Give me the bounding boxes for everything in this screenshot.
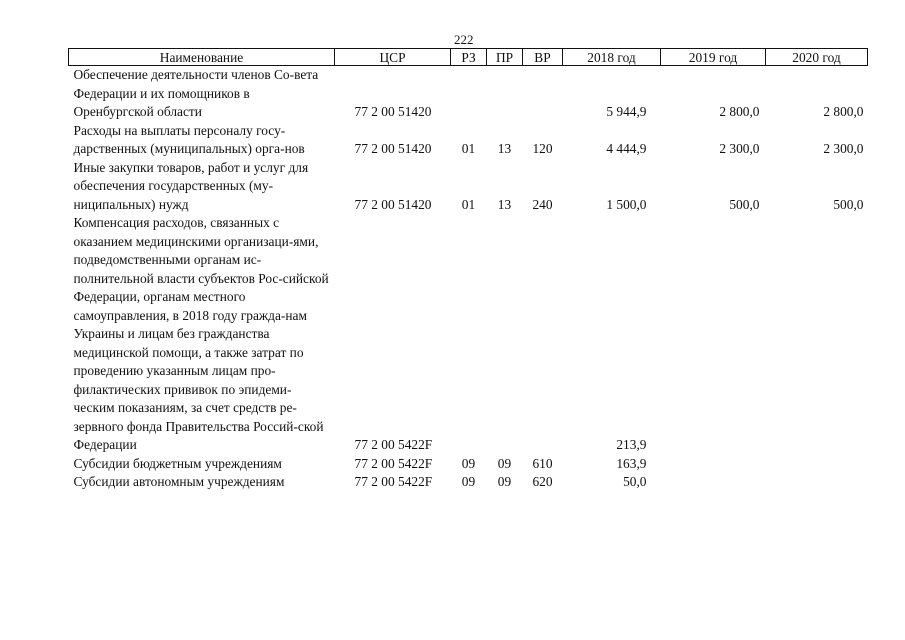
page-number: 222 xyxy=(454,32,474,47)
row-2018: 4 444,9 xyxy=(606,141,647,156)
row-pr xyxy=(487,66,523,122)
row-2020 xyxy=(766,473,868,492)
row-csr: 77 2 00 5422F xyxy=(354,474,433,489)
row-vr: 610 xyxy=(532,455,553,471)
row-2019 xyxy=(661,455,766,474)
row-csr: 77 2 00 51420 xyxy=(354,196,432,212)
row-2020 xyxy=(766,214,868,455)
header-2020: 2020 год xyxy=(766,49,868,66)
row-name: Обеспечение деятельности членов Со-вета Федерации и их помощников в Оренбургской области xyxy=(73,67,319,119)
row-vr: 240 xyxy=(532,196,553,212)
row-rz: 01 xyxy=(461,141,476,156)
row-name: Компенсация расходов, связанных с оказанием медицинскими организаци-ями, подведомственными органам ис-полнительной власти субъектов Рос-сийской Федерации, органам местного самоуправления, в 2018 году гражда-нам Украины и лицам без гражданства медицинской помощи, а также затрат по проведению указанным лицам про-филактических прививок по эпидеми-ческим показаниям, за счет средств ре-зервного фонда Правительства Россий-ской Федерации xyxy=(73,215,329,452)
row-2019: 2 300,0 xyxy=(719,141,760,156)
row-pr: 09 xyxy=(497,455,512,471)
table-row xyxy=(69,214,868,455)
row-2019: 500,0 xyxy=(729,196,760,212)
row-vr xyxy=(523,66,563,122)
header-2019: 2019 год xyxy=(661,49,766,66)
row-csr: 77 2 00 51420 xyxy=(354,104,432,119)
row-name: Иные закупки товаров, работ и услуг для обеспечения государственных (му-ниципальных) нужд xyxy=(73,159,309,212)
table-header-row xyxy=(69,49,868,66)
row-name: Субсидии бюджетным учреждениям xyxy=(73,455,282,471)
row-name: Расходы на выплаты персоналу госу-дарственных (муниципальных) орга-нов xyxy=(73,122,305,156)
row-pr: 13 xyxy=(497,141,512,156)
table-row xyxy=(69,455,868,474)
row-pr: 13 xyxy=(497,196,512,212)
header-rz: РЗ xyxy=(451,49,487,66)
header-2018: 2018 год xyxy=(563,49,661,66)
row-2019: 2 800,0 xyxy=(719,104,760,119)
budget-table xyxy=(68,48,868,492)
row-2020: 2 800,0 xyxy=(823,104,864,119)
row-2018: 50,0 xyxy=(623,474,647,489)
row-2020: 2 300,0 xyxy=(823,141,864,156)
row-vr: 120 xyxy=(532,141,553,156)
header-csr: ЦСР xyxy=(335,49,451,66)
table-row xyxy=(69,66,868,122)
table-row xyxy=(69,473,868,492)
row-2018: 1 500,0 xyxy=(606,196,647,212)
row-2019 xyxy=(661,473,766,492)
row-csr: 77 2 00 51420 xyxy=(354,141,432,156)
row-pr xyxy=(487,214,523,455)
row-2018: 213,9 xyxy=(616,437,647,452)
header-pr: ПР xyxy=(487,49,523,66)
row-csr: 77 2 00 5422F xyxy=(354,455,433,471)
row-rz: 01 xyxy=(461,196,476,212)
table-row xyxy=(69,159,868,215)
row-2020 xyxy=(766,455,868,474)
row-rz xyxy=(451,214,487,455)
row-vr: 620 xyxy=(532,474,553,489)
row-2019 xyxy=(661,214,766,455)
row-rz: 09 xyxy=(461,455,476,471)
row-pr: 09 xyxy=(497,474,512,489)
row-csr: 77 2 00 5422F xyxy=(354,437,433,452)
row-rz xyxy=(451,66,487,122)
row-rz: 09 xyxy=(461,474,476,489)
row-2018: 163,9 xyxy=(616,455,647,471)
header-name: Наименование xyxy=(69,49,335,66)
row-2020: 500,0 xyxy=(833,196,864,212)
row-2018: 5 944,9 xyxy=(606,104,647,119)
row-vr xyxy=(523,214,563,455)
header-vr: ВР xyxy=(523,49,563,66)
table-row xyxy=(69,122,868,159)
row-name: Субсидии автономным учреждениям xyxy=(73,474,285,489)
